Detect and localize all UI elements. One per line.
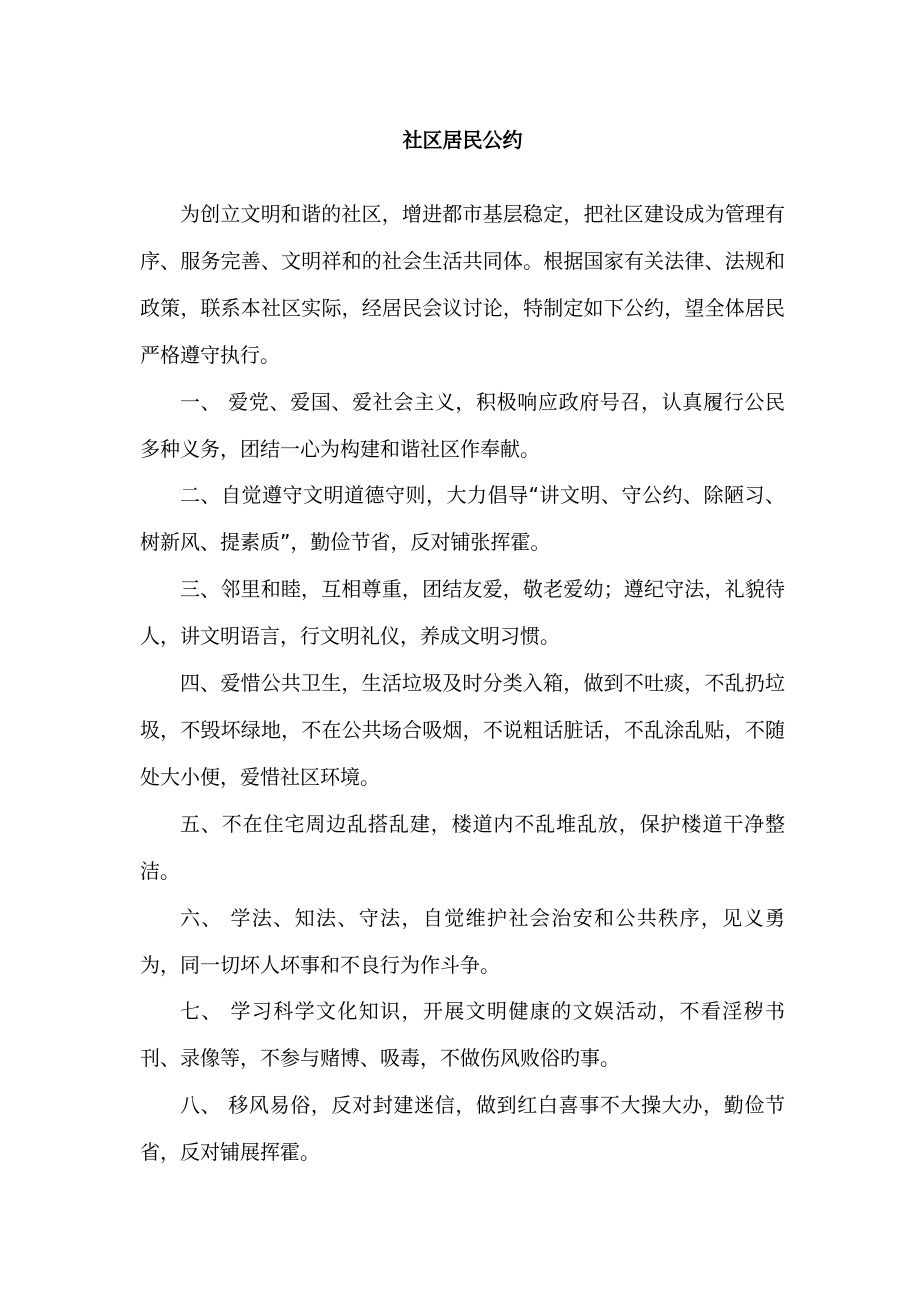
- article-6-paragraph: 六、 学法、知法、守法，自觉维护社会治安和公共秩序，见义勇为，同一切坏人坏事和不良行为作斗争。: [140, 905, 785, 977]
- article-1-paragraph: 一、 爱党、爱国、爱社会主义，积极响应政府号召，认真履行公民多种义务，团结一心为构建和谐社区作奉献。: [140, 389, 785, 461]
- article-2-paragraph: 二、自觉遵守文明道德守则，大力倡导“讲文明、守公约、除陋习、树新风、提素质”，勤俭节省，反对铺张挥霍。: [140, 483, 785, 555]
- preamble-paragraph: 为创立文明和谐的社区，增进都市基层稳定，把社区建设成为管理有序、服务完善、文明祥和的社会生活共同体。根据国家有关法律、法规和政策，联系本社区实际，经居民会议讨论，特制定如下公约，望全体居民严格遵守执行。: [140, 202, 785, 367]
- article-4-paragraph: 四、爱惜公共卫生，生活垃圾及时分类入箱，做到不吐痰，不乱扔垃圾，不毁坏绿地，不在公共场合吸烟，不说粗话脏话，不乱涂乱贴，不随处大小便，爱惜社区环境。: [140, 671, 785, 789]
- document-body: [140, 191, 785, 1176]
- document-title: 社区居民公约: [402, 128, 523, 152]
- article-5-paragraph: 五、不在住宅周边乱搭乱建，楼道内不乱堆乱放，保护楼道干净整洁。: [140, 811, 785, 883]
- article-7-paragraph: 七、 学习科学文化知识，开展文明健康的文娱活动，不看淫秽书刊、录像等，不参与赌博、吸毒，不做伤风败俗旳事。: [140, 999, 785, 1071]
- article-8-paragraph: 八、 移风易俗，反对封建迷信，做到红白喜事不大操大办，勤俭节省，反对铺展挥霍。: [140, 1093, 785, 1165]
- article-3-paragraph: 三、邻里和睦，互相尊重，团结友爱，敬老爱幼；遵纪守法，礼貌待人，讲文明语言，行文明礼仪，养成文明习惯。: [140, 577, 785, 649]
